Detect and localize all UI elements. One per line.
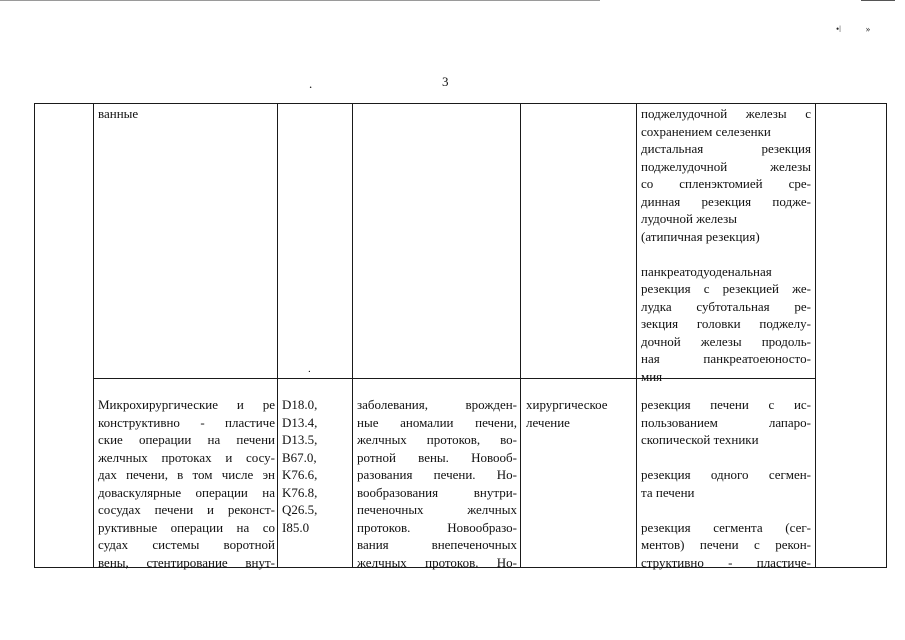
row2-col3-cell bbox=[282, 396, 348, 536]
col-border-left bbox=[34, 103, 35, 568]
row1-col6-line: ная панкреатоеюностo- bbox=[641, 351, 811, 366]
icd-code: D13.4, bbox=[282, 414, 318, 430]
row1-col6-line: дистальная резекция bbox=[641, 141, 811, 156]
row1-col6-line: панкреатодуоденальная bbox=[641, 263, 772, 279]
row2-col6-line: резекция печени с ис- bbox=[641, 397, 811, 412]
row1-col6-line: сохранением селезенки bbox=[641, 123, 771, 139]
row1-col6-line: поджелудочной железы с bbox=[641, 106, 811, 121]
row2-col6-line: скопической техники bbox=[641, 432, 759, 447]
row2-col6-line: ментов) печени с рекон- bbox=[641, 537, 811, 552]
row2-col4-line: желчных протоков, во- bbox=[357, 432, 517, 447]
row2-col4-line: заболевания, врожден- bbox=[357, 397, 517, 412]
col-border-4 bbox=[520, 103, 521, 568]
row2-col4-line: ные аномалии печени, bbox=[357, 414, 517, 430]
col-border-3 bbox=[352, 103, 353, 568]
row2-col4-line: протоков. Новообразо- bbox=[357, 519, 517, 535]
row1-col6-line: лудка субтотальная ре- bbox=[641, 298, 811, 314]
row2-col2-line: судах системы воротной bbox=[98, 537, 275, 552]
row2-col6-line: та печени bbox=[641, 484, 695, 500]
row2-col2-cell bbox=[98, 396, 275, 571]
col-border-5 bbox=[636, 103, 637, 568]
table-top-border bbox=[34, 103, 886, 104]
row2-col4-line: вания внепеченочных bbox=[357, 537, 517, 552]
paragraph-gap bbox=[641, 245, 811, 263]
row2-col4-line: вообразования внутри- bbox=[357, 484, 517, 500]
row2-col2-line: ские операции на печени bbox=[98, 432, 275, 447]
row2-col2-line: Микрохирургические и ре bbox=[98, 397, 275, 412]
row1-col2-cell bbox=[98, 105, 273, 123]
row2-col4-line: желчных протоков. Но- bbox=[357, 554, 517, 570]
icd-code: B67.0, bbox=[282, 449, 317, 465]
cell-speck-dot: . bbox=[308, 363, 311, 375]
col-border-2 bbox=[277, 103, 278, 568]
row2-col6-line: резекция одного сегмен- bbox=[641, 467, 811, 482]
col-border-6 bbox=[815, 103, 816, 568]
row1-col6-line: со спленэктомией сре- bbox=[641, 176, 811, 191]
treatment-type: хирургическое bbox=[526, 397, 608, 412]
col-border-1 bbox=[93, 103, 94, 568]
icd-code: Q26.5, bbox=[282, 502, 318, 517]
row2-col6-cell bbox=[641, 396, 811, 571]
row1-col6-line: лудочной железы bbox=[641, 211, 738, 226]
row2-col4-line: печеночных желчных bbox=[357, 502, 517, 517]
paragraph-gap bbox=[641, 501, 811, 519]
row1-col6-line: мия bbox=[641, 368, 663, 384]
page-number: 3 bbox=[442, 74, 449, 89]
row1-col6-line: резекция с резекцией же- bbox=[641, 281, 811, 296]
icd-code: I85.0 bbox=[282, 519, 310, 535]
row2-col6-line: резекция сегмента (сег- bbox=[641, 519, 811, 535]
row1-col2-line: ванные bbox=[98, 106, 139, 121]
paragraph-gap bbox=[641, 449, 811, 467]
scan-top-edge-line bbox=[0, 0, 600, 1]
row1-col6-line: динная резекция подже- bbox=[641, 193, 811, 209]
row2-col2-line: вены, стентирование внут- bbox=[98, 554, 275, 570]
row2-col4-cell bbox=[357, 396, 517, 571]
row2-col2-line: сосудах печени и реконст- bbox=[98, 502, 275, 517]
icd-code: K76.6, bbox=[282, 467, 318, 482]
row2-col5-cell bbox=[526, 396, 632, 431]
row2-col6-line: пользованием лапаро- bbox=[641, 414, 811, 430]
row2-col4-line: разования печени. Но- bbox=[357, 467, 517, 482]
stray-dot: . bbox=[309, 76, 313, 91]
scan-specks: •ǀ » bbox=[836, 24, 871, 34]
icd-code: D18.0, bbox=[282, 397, 318, 412]
treatment-type: лечение bbox=[526, 414, 570, 430]
row2-col4-line: ротной вены. Новооб- bbox=[357, 449, 517, 465]
row2-col2-line: конструктивно - пластиче bbox=[98, 414, 275, 430]
row1-col6-cell bbox=[641, 105, 811, 385]
row1-col6-line: зекция головки поджелу- bbox=[641, 316, 811, 331]
row2-col2-line: желчных протоках и сосу- bbox=[98, 449, 275, 465]
icd-code: K76.8, bbox=[282, 484, 318, 500]
icd-code: D13.5, bbox=[282, 432, 318, 447]
row2-col2-line: дах печени, в том числе эн bbox=[98, 467, 275, 482]
row2-col6-line: структивно - пластиче- bbox=[641, 554, 811, 570]
row1-col6-line: дочной железы продоль- bbox=[641, 333, 811, 349]
row2-col2-line: доваскулярные операции на bbox=[98, 484, 275, 500]
scan-corner-mark bbox=[861, 0, 895, 1]
row1-col6-line: (атипичная резекция) bbox=[641, 228, 760, 244]
row2-col2-line: руктивные операции на со bbox=[98, 519, 275, 535]
col-border-right bbox=[886, 103, 887, 568]
row1-col6-line: поджелудочной железы bbox=[641, 158, 811, 174]
